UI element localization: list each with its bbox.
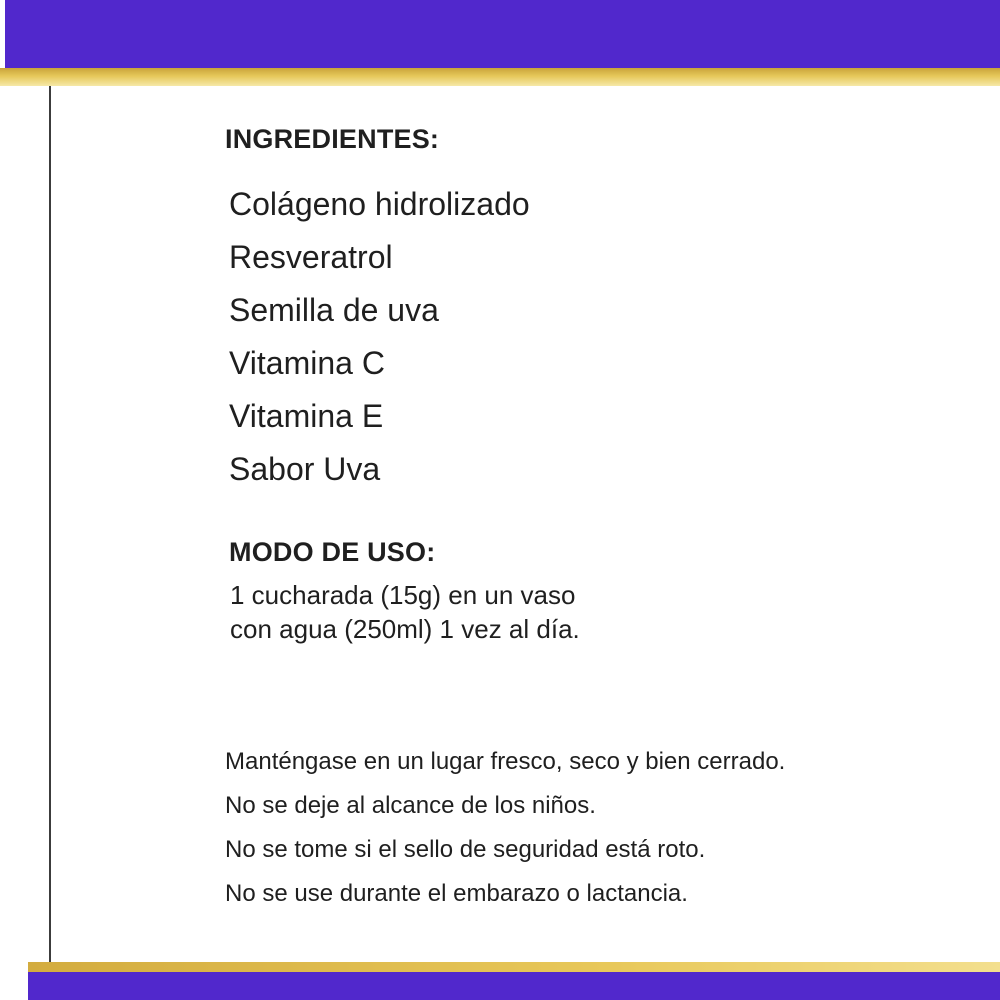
warning-line: No se deje al alcance de los niños. — [225, 792, 596, 819]
warning-line: No se use durante el embarazo o lactancia. — [225, 880, 688, 907]
top-purple-band — [5, 0, 1000, 68]
ingredients-heading: INGREDIENTES: — [225, 124, 440, 154]
warning-line: No se tome si el sello de seguridad está roto. — [225, 836, 706, 863]
ingredient-item: Colágeno hidrolizado — [229, 186, 530, 222]
usage-line: 1 cucharada (15g) en un vaso — [230, 580, 576, 610]
usage-heading: MODO DE USO: — [229, 537, 436, 567]
ingredient-item: Resveratrol — [229, 239, 393, 275]
usage-line: con agua (250ml) 1 vez al día. — [230, 614, 580, 644]
ingredient-item: Vitamina C — [229, 345, 385, 381]
usage-instructions — [230, 578, 580, 646]
bottom-gold-stripe — [28, 962, 1000, 972]
ingredient-item: Vitamina E — [229, 398, 384, 434]
left-divider-line — [49, 86, 51, 1000]
ingredient-item: Semilla de uva — [229, 292, 439, 328]
ingredient-item: Sabor Uva — [229, 451, 381, 487]
top-gold-stripe — [0, 68, 1000, 86]
bottom-purple-band — [28, 972, 1000, 1000]
warning-line: Manténgase en un lugar fresco, seco y bien cerrado. — [225, 748, 786, 775]
ingredients-list — [229, 178, 530, 496]
warnings-block — [225, 740, 785, 916]
